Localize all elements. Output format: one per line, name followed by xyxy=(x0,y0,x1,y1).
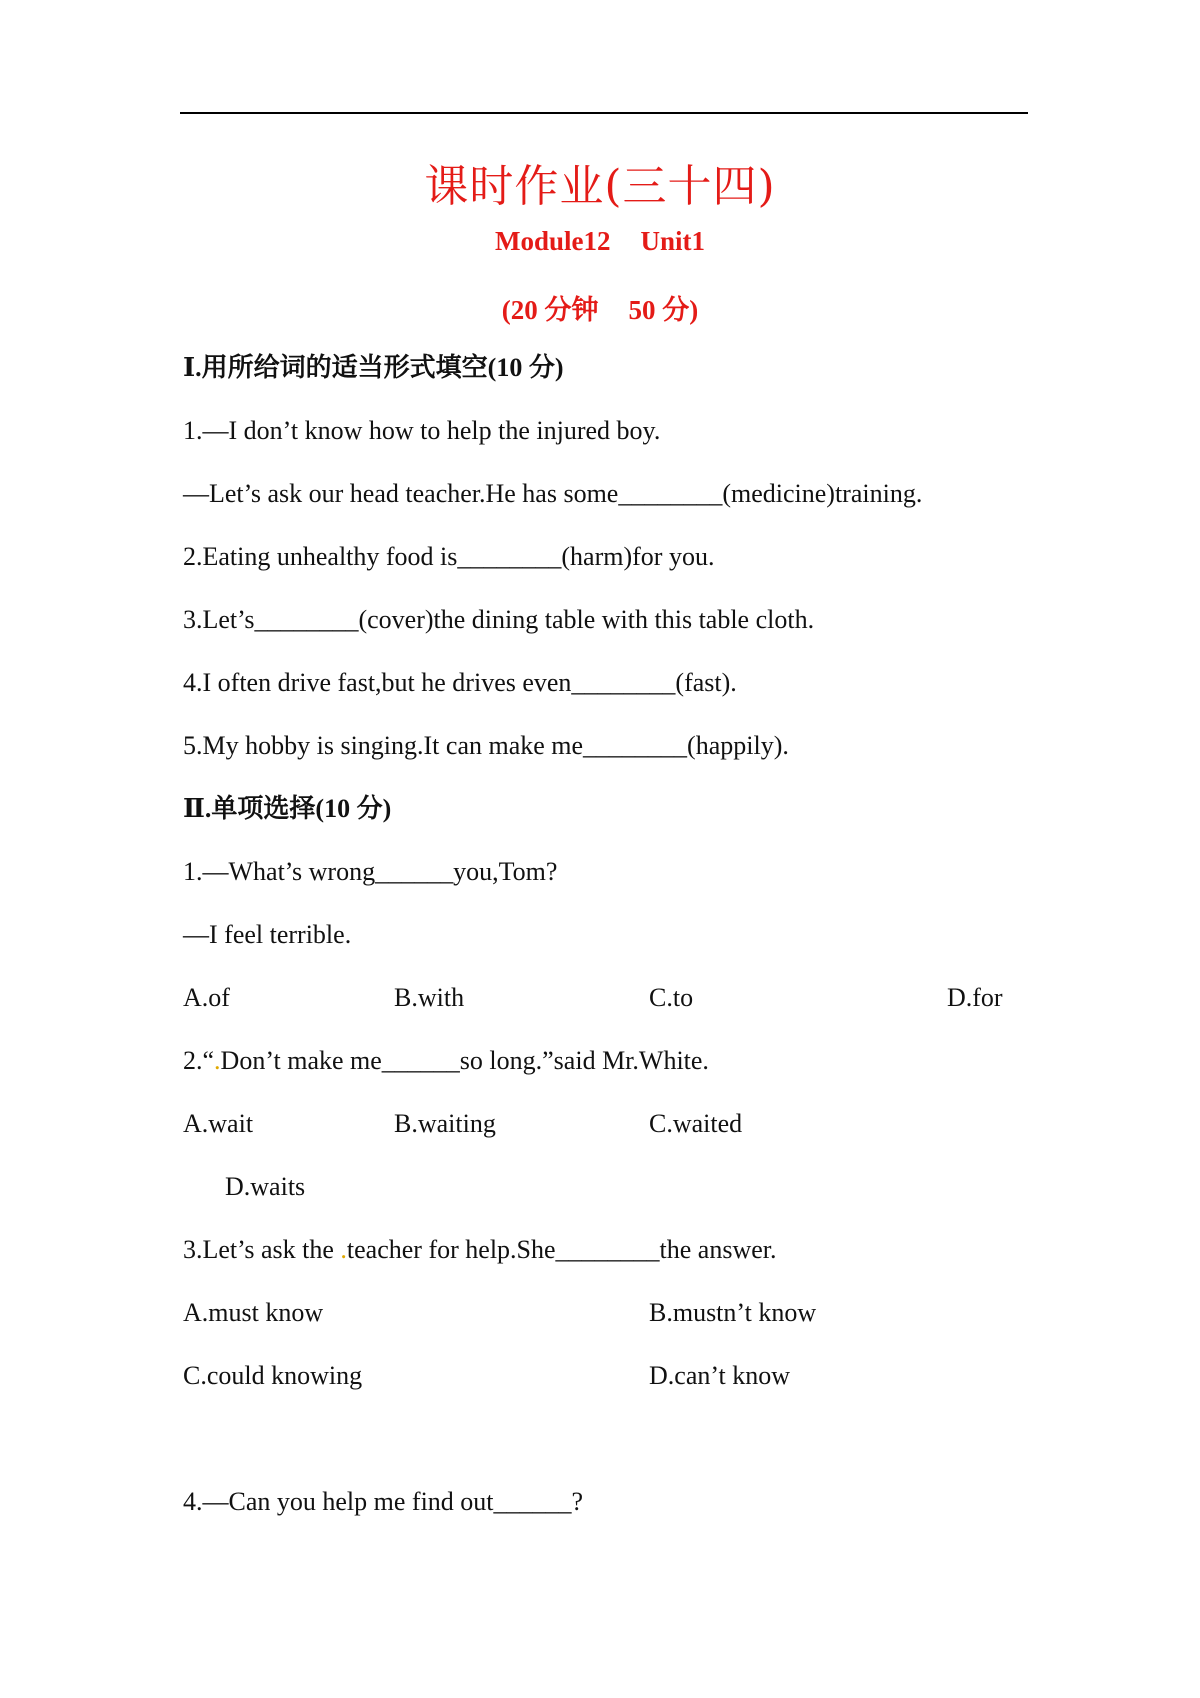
s2-q3-option-b: B.mustn’t know xyxy=(649,1298,817,1327)
s1-q3: 3.Let’s________(cover)the dining table with this table cloth. xyxy=(183,605,815,634)
s2-q3-option-d: D.can’t know xyxy=(649,1361,791,1390)
s2-q2-option-a: A.wait xyxy=(183,1109,254,1138)
s2-q2-stem xyxy=(183,1048,709,1074)
s2-q3-option-a: A.must know xyxy=(183,1298,324,1327)
s1-q1-reply: —Let’s ask our head teacher.He has some________(medicine)training. xyxy=(183,479,923,508)
s2-q1-option-d: D.for xyxy=(947,983,1003,1012)
s2-q1-reply: —I feel terrible. xyxy=(183,920,352,949)
section-2-heading: Ⅱ.单项选择(10 分) xyxy=(183,794,392,823)
s1-q5: 5.My hobby is singing.It can make me________(happily). xyxy=(183,731,789,760)
s2-q2-option-d: D.waits xyxy=(225,1172,306,1201)
s2-q1-option-a: A.of xyxy=(183,983,230,1012)
s2-q3-stem-part-b: teacher for help.She________the answer. xyxy=(346,1235,777,1264)
s2-q3-stem-part-a: 3.Let’s ask the xyxy=(183,1235,341,1264)
s2-q1-option-b: B.with xyxy=(394,983,465,1012)
unit-label: Unit1 xyxy=(640,226,706,256)
score-label: 50 分) xyxy=(628,295,699,325)
time-score-line xyxy=(0,288,1200,327)
s1-q1-stem: 1.—I don’t know how to help the injured boy. xyxy=(183,416,661,445)
time-label: (20 分钟 xyxy=(501,295,599,325)
s1-q2: 2.Eating unhealthy food is________(harm)for you. xyxy=(183,542,715,571)
s1-q4: 4.I often drive fast,but he drives even________(fast). xyxy=(183,668,737,697)
top-rule xyxy=(180,112,1028,114)
s2-q2-option-b: B.waiting xyxy=(394,1109,496,1138)
s2-q1-stem: 1.—What’s wrong______you,Tom? xyxy=(183,857,558,886)
page-title: 课时作业(三十四) xyxy=(424,161,776,212)
s2-q1-option-c: C.to xyxy=(649,983,694,1012)
s2-q2-stem-part-b: Don’t make me______so long.”said Mr.White. xyxy=(220,1046,709,1075)
s2-q3-option-c: C.could knowing xyxy=(183,1361,363,1390)
module-line xyxy=(0,226,1200,257)
s2-q2-stem-part-a: 2.“ xyxy=(183,1046,215,1075)
emphasis-dot: . xyxy=(340,1235,347,1264)
s2-q4-stem: 4.—Can you help me find out______? xyxy=(183,1487,584,1516)
module-label: Module12 xyxy=(494,226,611,256)
emphasis-dot: . xyxy=(214,1046,221,1075)
section-1-heading: Ⅰ.用所给词的适当形式填空(10 分) xyxy=(183,353,564,382)
s2-q2-option-c: C.waited xyxy=(649,1109,743,1138)
s2-q3-stem xyxy=(183,1237,777,1263)
